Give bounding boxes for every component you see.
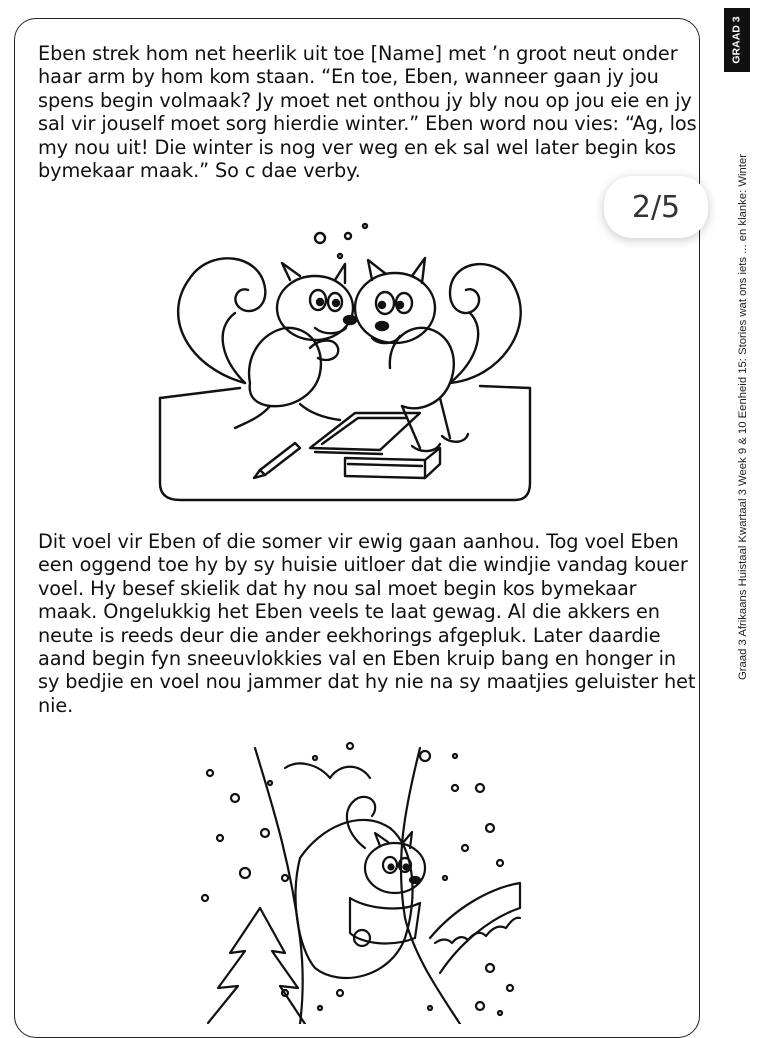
- sidebar-footer-text: Graad 3 Afrikaans Huistaal Kwartaal 3 Week 9 & 10 Eenheid 15: Stories wat ons iets ... en klanke: Winter: [737, 154, 749, 680]
- squirrel-in-tree-snow-illustration: [190, 738, 530, 1024]
- grade-label: GRAAD 3: [731, 16, 744, 64]
- grade-tab: [724, 8, 750, 72]
- story-paragraph-2: Dit voel vir Eben of die somer vir ewig gaan aanhou. Tog voel Eben een oggend toe hy by sy huisie uitloer dat die windjie vandag kouer voel. Hy besef skielik dat hy nou sal moet begin kos bymekaar maak. Ongelukkig het Eben veels te laat gewag. Al die akkers en neute is reeds deur die ander eekhorings afgepluk. Later daardie aand begin fyn sneeuvlokkies val en Eben kruip bang en honger in sy bedjie en voel nou jammer dat hy nie na sy maatjies geluister het nie.: [38, 530, 696, 717]
- squirrels-reading-illustration: [150, 208, 550, 513]
- page-indicator-text: 2/5: [631, 189, 681, 225]
- story-paragraph-1: Eben strek hom net heerlik uit toe [Name] met ’n groot neut onder haar arm by hom kom staan. “En toe, Eben, wanneer gaan jy jou spens begin volmaak? Jy moet net onthou jy bly nou op jou eie en jy sal vir jouself moet sorg hierdie winter.” Eben word nou vies: “Ag, los my nou uit! Die winter is nog ver weg en ek sal wel later begin kos bymekaar maak.” So c dae verby.: [38, 42, 697, 183]
- page-indicator: [604, 176, 708, 238]
